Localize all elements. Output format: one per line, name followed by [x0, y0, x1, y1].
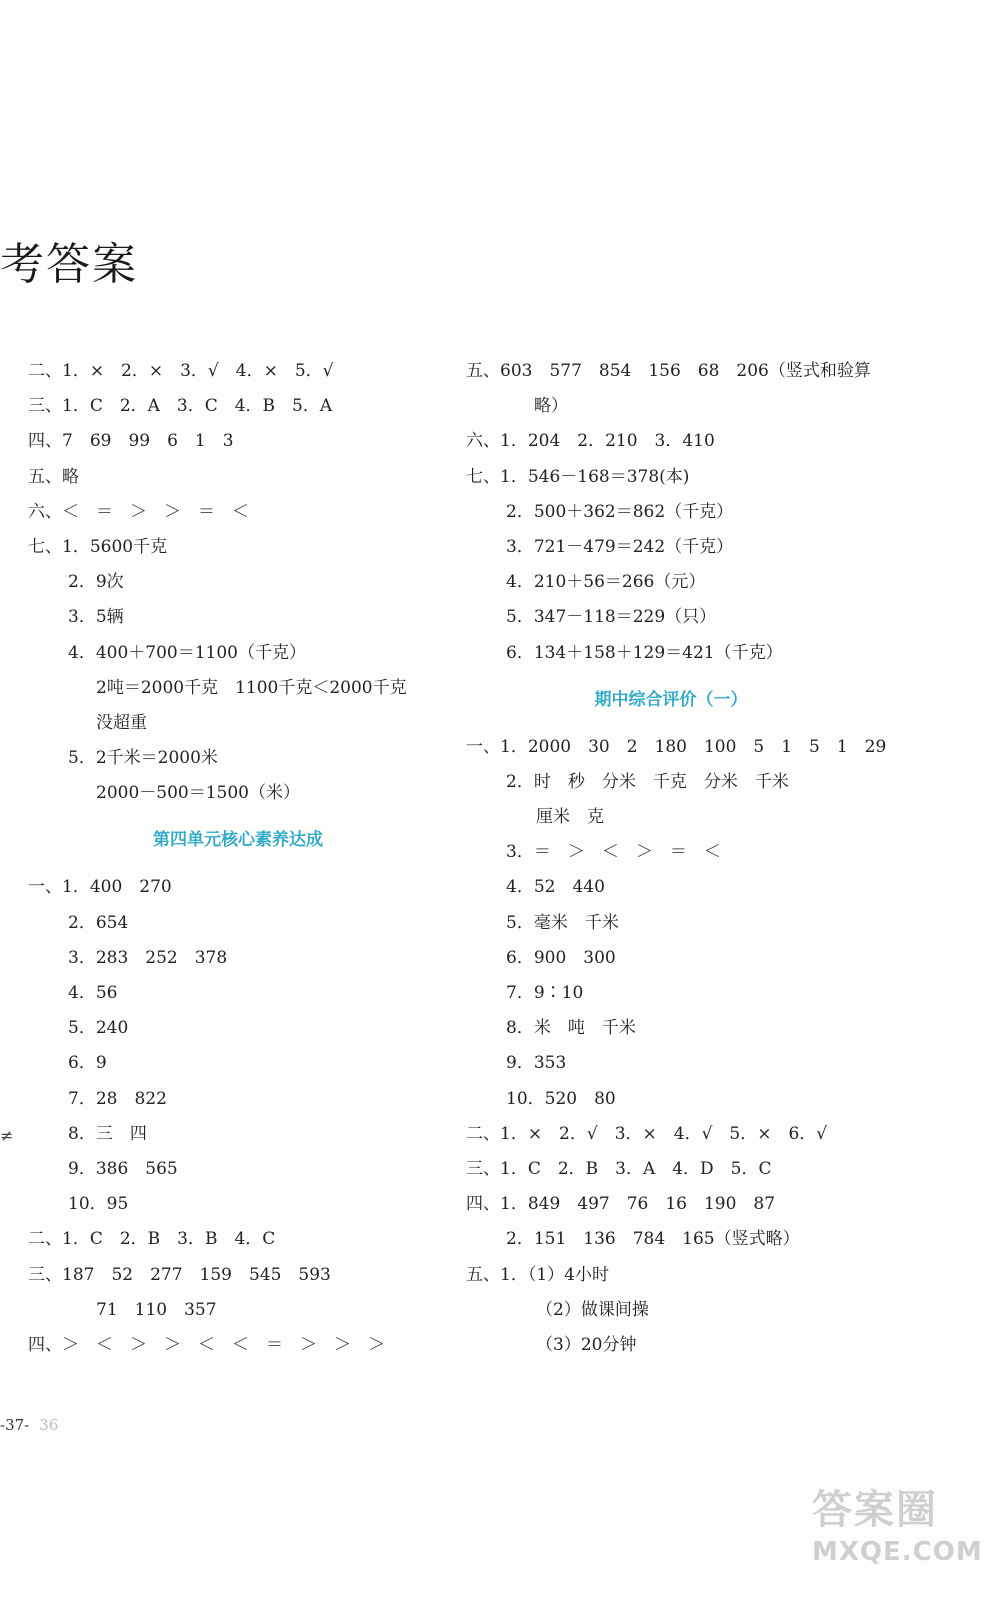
answer-text: 三、1．C 2．A 3．C 4．B 5．A	[28, 396, 333, 417]
answer-text: 4．52 440	[506, 877, 605, 898]
section-heading	[466, 671, 906, 730]
watermark-top-text: 答案圈	[812, 1487, 938, 1533]
answer-text: 2．500＋362＝862（千克）	[506, 501, 734, 522]
answer-text: 5．毫米 千米	[506, 912, 619, 933]
answer-line	[466, 1293, 906, 1328]
answer-line	[28, 741, 448, 776]
answer-text: 3．283 252 378	[68, 947, 228, 968]
answer-line	[466, 1258, 906, 1293]
answer-line	[466, 600, 906, 635]
answer-line	[466, 730, 906, 765]
answer-text: 二、1．× 2．√ 3．× 4．√ 5．× 6．√	[466, 1123, 828, 1144]
answer-line	[28, 1293, 448, 1328]
answer-line	[466, 941, 906, 976]
answer-line	[28, 530, 448, 565]
answer-text: 七、1．546－168＝378(本)	[466, 466, 690, 487]
answer-text: 2．654	[68, 912, 129, 933]
answer-text: 五、略	[28, 466, 79, 487]
answer-line	[466, 565, 906, 600]
answer-text: （3）20分钟	[536, 1334, 637, 1355]
answer-line	[466, 976, 906, 1011]
answer-text: 5．2千米＝2000米	[68, 748, 218, 769]
answer-text: 略）	[534, 396, 568, 417]
answer-text: 4．400＋700＝1100（千克）	[68, 642, 306, 663]
answer-line	[28, 1082, 448, 1117]
bleed-through-text: 36	[39, 1416, 59, 1434]
answer-text: 3．5辆	[68, 607, 124, 628]
answer-text: 四、1．849 497 76 16 190 87	[466, 1194, 776, 1215]
answer-line	[466, 1011, 906, 1046]
answer-line	[28, 1011, 448, 1046]
answer-text: 4．56	[68, 983, 118, 1003]
answer-text: 五、1．（1）4小时	[466, 1264, 609, 1285]
answer-line	[466, 354, 906, 389]
answer-line	[28, 495, 448, 530]
answer-line	[28, 941, 448, 976]
section-heading-text: 期中综合评价（一）	[594, 689, 748, 710]
answer-line	[28, 1328, 448, 1363]
answer-text: 3．＝ ＞ ＜ ＞ ＝ ＜	[506, 842, 721, 863]
answer-text: 一、1．2000 30 2 180 100 5 1 5 1 29	[466, 736, 887, 757]
answer-line	[466, 1187, 906, 1222]
answer-text: 2．151 136 784 165（竖式略）	[506, 1229, 800, 1250]
answer-line	[28, 976, 448, 1011]
answer-line	[466, 1082, 906, 1117]
answer-text: 7．28 822	[68, 1088, 167, 1109]
answer-line	[466, 636, 906, 671]
answer-line	[466, 530, 906, 565]
answer-line	[466, 870, 906, 905]
answer-line	[28, 1222, 448, 1257]
answer-line	[28, 424, 448, 459]
answer-line	[28, 636, 448, 671]
answer-line	[28, 1258, 448, 1293]
answer-text: 四、7 69 99 6 1 3	[28, 431, 234, 452]
answer-text: 6．900 300	[506, 947, 616, 968]
answer-line	[28, 776, 448, 811]
watermark-logo	[812, 1478, 982, 1578]
answer-line	[466, 835, 906, 870]
right-answer-column	[466, 354, 906, 1363]
answer-text: 3．721－479＝242（千克）	[506, 536, 734, 557]
answer-line	[28, 1152, 448, 1187]
answer-line	[466, 495, 906, 530]
answer-line	[28, 870, 448, 905]
answer-line	[28, 1117, 448, 1152]
answer-line	[28, 671, 448, 706]
answer-line	[28, 565, 448, 600]
answer-text: 六、1．204 2．210 3．410	[466, 431, 715, 452]
section-heading-text: 第四单元核心素养达成	[153, 830, 323, 851]
answer-line	[466, 765, 906, 800]
answer-line	[28, 354, 448, 389]
answer-text: 2吨＝2000千克 1100千克＜2000千克	[96, 677, 407, 698]
answer-text: 7．9∶10	[506, 983, 584, 1003]
answer-text: 8．米 吨 千米	[506, 1018, 636, 1039]
answer-text: 六、＜ ＝ ＞ ＞ ＝ ＜	[28, 501, 249, 522]
answer-text: 6．134＋158＋129＝421（千克）	[506, 642, 783, 663]
answer-text: 没超重	[96, 712, 147, 733]
answer-text: 2．9次	[68, 572, 124, 593]
answer-line	[466, 906, 906, 941]
answer-text: 6．9	[68, 1053, 107, 1074]
page-number: -37-	[0, 1416, 30, 1434]
answer-line	[466, 460, 906, 495]
answer-line	[28, 906, 448, 941]
answer-text: 二、1．C 2．B 3．B 4．C	[28, 1229, 276, 1250]
answer-text: 三、187 52 277 159 545 593	[28, 1264, 331, 1285]
answer-text: 5．240	[68, 1018, 129, 1039]
page-title: 考答案	[0, 239, 138, 290]
answer-text: 10．95	[68, 1194, 129, 1215]
answer-text: 4．210＋56＝266（元）	[506, 572, 706, 593]
answer-line	[466, 424, 906, 459]
answer-text: （2）做课间操	[536, 1299, 649, 1320]
answer-text: 5．347－118＝229（只）	[506, 607, 717, 628]
margin-mark: ≠	[0, 1126, 14, 1145]
answer-text: 五、603 577 854 156 68 206（竖式和验算	[466, 361, 871, 381]
answer-text: 8．三 四	[68, 1123, 147, 1144]
answer-line	[466, 1328, 906, 1363]
answer-line	[466, 1222, 906, 1257]
answer-line	[28, 460, 448, 495]
answer-line	[28, 1187, 448, 1222]
watermark-bottom-text: MXQE.COM	[812, 1537, 983, 1567]
answer-text: 二、1．× 2．× 3．√ 4．× 5．√	[28, 361, 334, 381]
answer-line	[28, 389, 448, 424]
answer-text: 9．386 565	[68, 1158, 178, 1179]
answer-line	[28, 706, 448, 741]
answer-text: 9．353	[506, 1053, 567, 1074]
answer-line	[466, 1117, 906, 1152]
answer-text: 三、1．C 2．B 3．A 4．D 5．C	[466, 1158, 772, 1179]
answer-line	[466, 1046, 906, 1081]
answer-text: 四、＞ ＜ ＞ ＞ ＜ ＜ ＝ ＞ ＞ ＞	[28, 1334, 385, 1355]
answer-text: 一、1．400 270	[28, 877, 172, 898]
section-heading	[28, 811, 448, 870]
page-footer	[0, 1416, 58, 1434]
answer-text: 2000－500＝1500（米）	[96, 783, 300, 804]
left-answer-column	[28, 354, 448, 1363]
answer-line	[466, 1152, 906, 1187]
answer-text: 七、1．5600千克	[28, 536, 168, 557]
answer-line	[28, 600, 448, 635]
answer-text: 10．520 80	[506, 1088, 616, 1109]
answer-text: 厘米 克	[536, 807, 604, 828]
answer-line	[466, 800, 906, 835]
answer-line	[28, 1046, 448, 1081]
answer-line	[466, 389, 906, 424]
answer-text: 71 110 357	[96, 1299, 217, 1320]
answer-text: 2．时 秒 分米 千克 分米 千米	[506, 771, 789, 792]
